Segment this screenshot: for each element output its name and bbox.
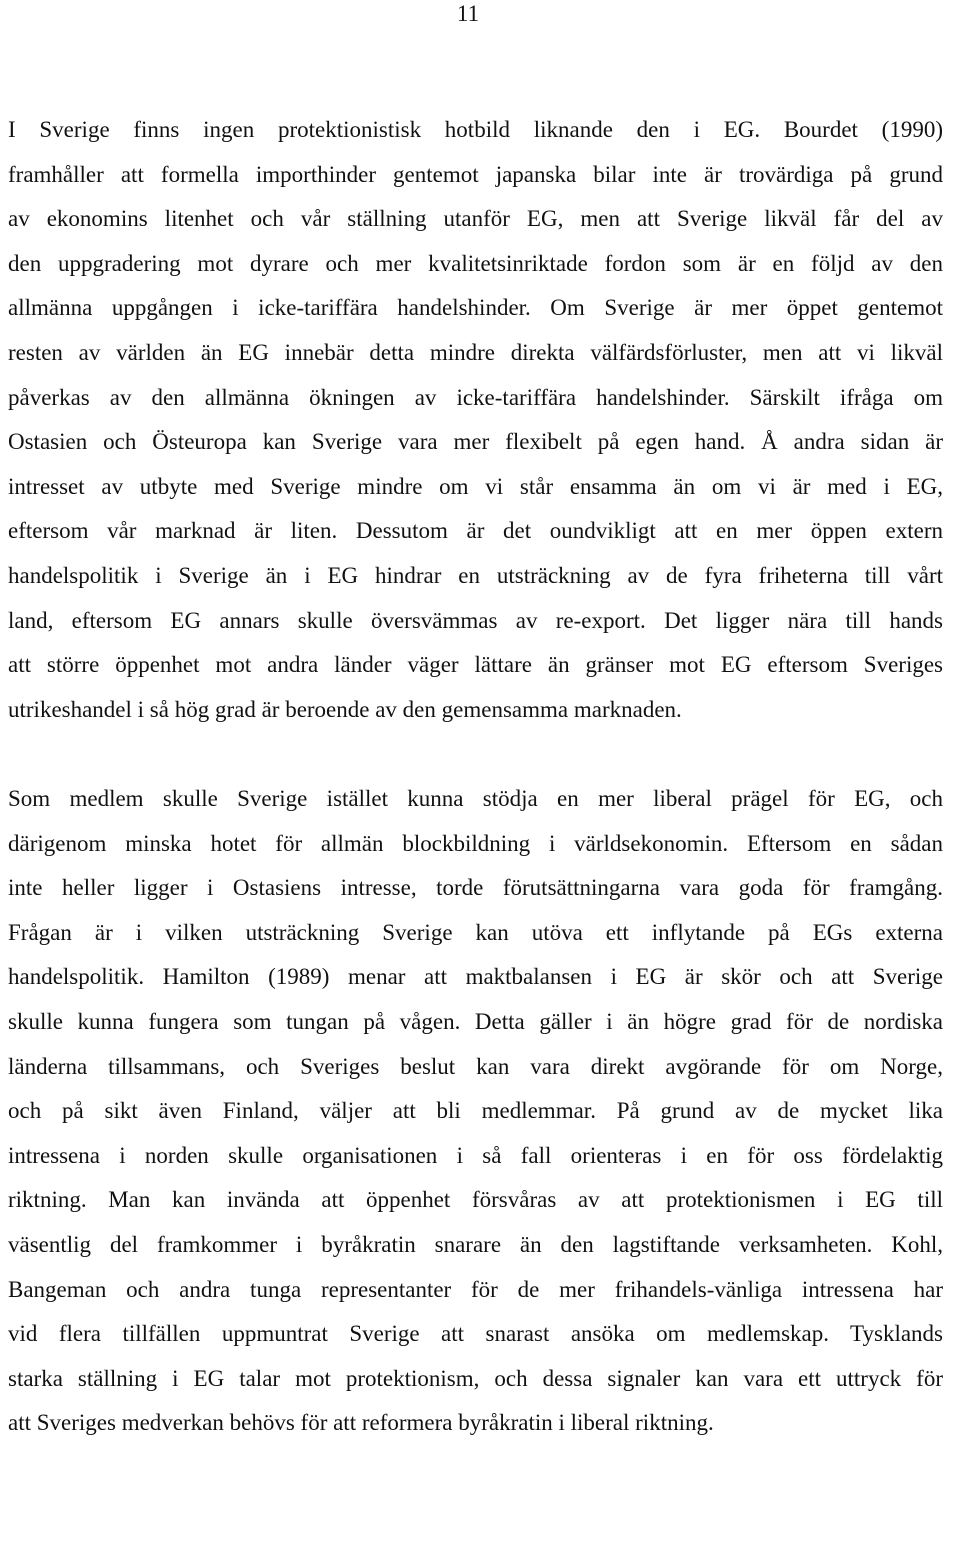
text-line: handelspolitik. Hamilton (1989) menar att maktbalansen i EG är skör och att Sverige [8,964,943,990]
text-line: att Sveriges medverkan behövs för att reformera byråkratin i liberal riktning. [8,1410,714,1436]
text-line: Ostasien och Östeuropa kan Sverige vara mer flexibelt på egen hand. Å andra sidan är [8,429,943,455]
page-number: 11 [456,1,480,26]
text-line: skulle kunna fungera som tungan på vågen. Detta gäller i än högre grad för de nordiska [8,1008,943,1034]
text-line: därigenom minska hotet för allmän blockbildning i världsekonomin. Eftersom en sådan [8,830,943,856]
text-line: handelspolitik i Sverige än i EG hindrar en utsträckning av de fyra friheterna till vårt [8,562,943,588]
text-line: att större öppenhet mot andra länder väger lättare än gränser mot EG eftersom Sveriges [8,652,943,678]
text-line: I Sverige finns ingen protektionistisk hotbild liknande den i EG. Bourdet (1990) [8,117,943,142]
paragraph-2 [8,777,943,1446]
text-line: Bangeman och andra tunga representanter för de mer frihandels-vänliga intressena har [8,1276,943,1302]
text-line: av ekonomins litenhet och vår ställning utanför EG, men att Sverige likväl får del av [8,206,943,232]
paragraph-1 [8,108,943,732]
text-line: allmänna uppgången i icke-tariffära handelshinder. Om Sverige är mer öppet gentemot [8,295,943,321]
text-line: påverkas av den allmänna ökningen av icke-tariffära handelshinder. Särskilt ifråga om [8,384,943,410]
text-line: inte heller ligger i Ostasiens intresse, torde förutsättningarna vara goda för framgång. [8,875,943,901]
text-line: land, eftersom EG annars skulle översvämmas av re-export. Det ligger nära till hands [8,607,943,633]
text-line: riktning. Man kan invända att öppenhet försvåras av att protektionismen i EG till [8,1187,943,1213]
text-line: Frågan är i vilken utsträckning Sverige kan utöva ett inflytande på EGs externa [8,919,943,945]
text-line: länderna tillsammans, och Sveriges beslut kan vara direkt avgörande för om Norge, [8,1053,943,1079]
text-line: intresset av utbyte med Sverige mindre om vi står ensamma än om vi är med i EG, [8,473,943,499]
text-line: Som medlem skulle Sverige istället kunna stödja en mer liberal prägel för EG, och [8,786,943,811]
text-line: starka ställning i EG talar mot protektionism, och dessa signaler kan vara ett uttryck för [8,1365,943,1391]
text-line: utrikeshandel i så hög grad är beroende av den gemensamma marknaden. [8,696,682,722]
text-line: resten av världen än EG innebär detta mindre direkta välfärdsförluster, men att vi likväl [8,339,943,365]
text-line: framhåller att formella importhinder gentemot japanska bilar inte är trovärdiga på grund [8,161,943,187]
text-line: vid flera tillfällen uppmuntrat Sverige att snarast ansöka om medlemskap. Tysklands [8,1321,943,1347]
text-line: intressena i norden skulle organisationen i så fall orienteras i en för oss fördelaktig [8,1142,943,1168]
text-line: väsentlig del framkommer i byråkratin snarare än den lagstiftande verksamheten. Kohl, [8,1231,943,1257]
text-line: den uppgradering mot dyrare och mer kvalitetsinriktade fordon som är en följd av den [8,250,943,276]
text-line: eftersom vår marknad är liten. Dessutom är det oundvikligt att en mer öppen extern [8,518,943,544]
text-line: och på sikt även Finland, väljer att bli medlemmar. På grund av de mycket lika [8,1098,943,1124]
